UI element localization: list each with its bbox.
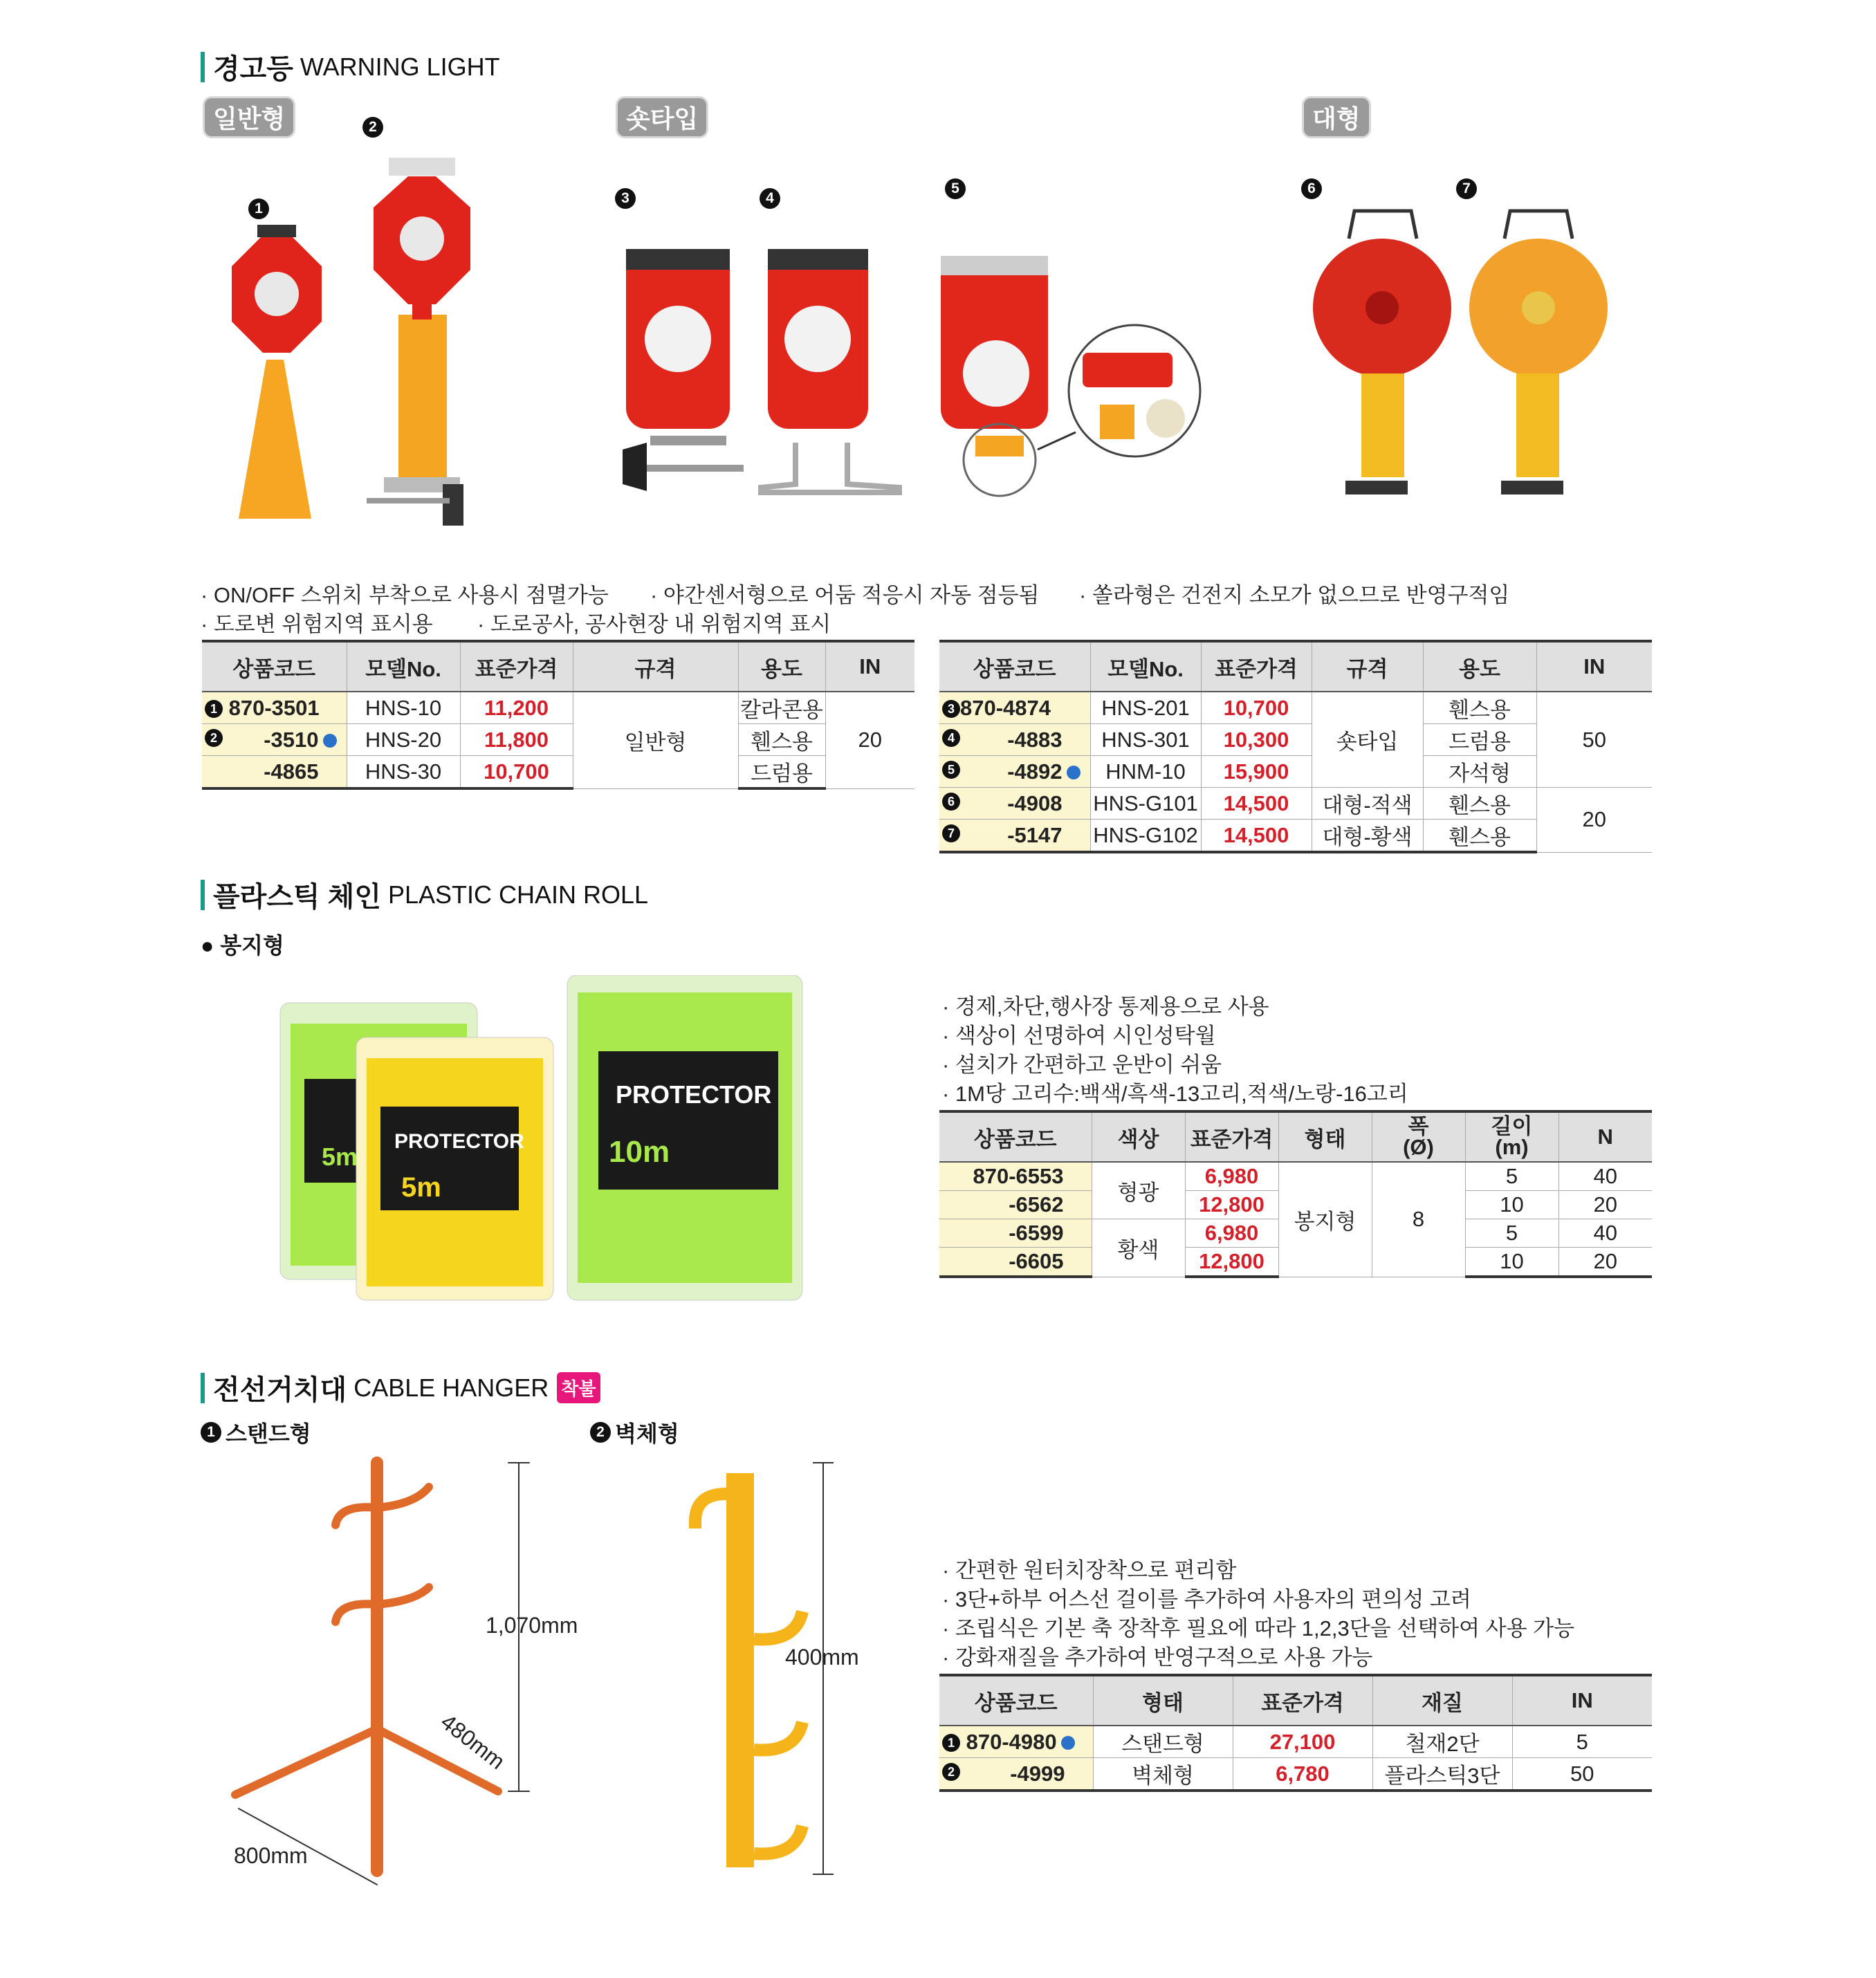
- table-row: [939, 788, 1652, 820]
- product-code: -4999: [1010, 1761, 1065, 1786]
- product-code: -6562: [939, 1191, 1092, 1219]
- price-cell: 6,980: [1185, 1219, 1278, 1248]
- chain-note-1: · 경제,차단,행사장 통제용으로 사용: [942, 995, 1269, 1019]
- color-cell: 황색: [1092, 1219, 1185, 1277]
- product-code: -4892: [1007, 759, 1063, 784]
- header-in: IN: [825, 641, 914, 692]
- n-cell: 40: [1558, 1219, 1652, 1248]
- code-cell: [939, 1726, 1093, 1758]
- header-use: 용도: [1423, 641, 1536, 692]
- header-n: N: [1558, 1111, 1652, 1162]
- color-cell: 형광: [1092, 1162, 1185, 1219]
- product-code: -6605: [939, 1248, 1092, 1277]
- header-width-label: 폭: [1408, 1114, 1429, 1138]
- model-cell: HNS-30: [347, 756, 460, 789]
- dim-height: 1,070mm: [486, 1613, 578, 1638]
- header-length-label: 길이: [1491, 1114, 1533, 1138]
- dim-wall: 400mm: [785, 1645, 859, 1670]
- price-cell: 10,300: [1201, 724, 1312, 756]
- spec-cell: 대형-적색: [1312, 788, 1423, 820]
- n-cell: 40: [1558, 1162, 1652, 1191]
- sub-number: 1: [201, 1422, 221, 1443]
- stand-hanger-image: [235, 1463, 529, 1885]
- product-code: 870-3501: [228, 695, 320, 720]
- header-code: 상품코드: [202, 641, 347, 692]
- price-cell: 6,980: [1185, 1162, 1278, 1191]
- header-code: 상품코드: [939, 1675, 1093, 1726]
- length-cell: 10: [1465, 1191, 1558, 1219]
- code-cell: [939, 724, 1090, 756]
- in-cell: 50: [1512, 1758, 1652, 1791]
- item-number-3: 3: [615, 188, 636, 209]
- header-price: 표준가격: [1233, 1675, 1372, 1726]
- title-korean: 경고등: [213, 54, 293, 84]
- in-cell: 20: [825, 692, 914, 788]
- price-cell: 14,500: [1201, 820, 1312, 853]
- product-code: -4865: [202, 756, 347, 789]
- table-row: [939, 1162, 1652, 1191]
- use-cell: 휀스용: [1423, 692, 1536, 724]
- n-cell: 20: [1558, 1248, 1652, 1277]
- header-code: 상품코드: [939, 641, 1090, 692]
- product-code: -3510: [264, 727, 319, 752]
- in-cell: 20: [1536, 788, 1652, 853]
- item-number-5: 5: [945, 178, 966, 199]
- product-code: -4908: [1007, 791, 1063, 815]
- header-use: 용도: [738, 641, 825, 692]
- material-cell: 철재2단: [1372, 1726, 1512, 1758]
- model-cell: HNS-10: [347, 692, 460, 724]
- header-model: 모델No.: [347, 641, 460, 692]
- chain-bag-length-label: 10m: [609, 1135, 670, 1169]
- header-length: [1465, 1111, 1558, 1162]
- chain-note-3: · 설치가 간편하고 운반이 쉬움: [942, 1053, 1222, 1077]
- price-cell: 12,800: [1185, 1248, 1278, 1277]
- header-price: 표준가격: [1201, 641, 1312, 692]
- warning-note-3: · 쏠라형은 건전지 소모가 없으므로 반영구적임: [1079, 583, 1510, 607]
- header-material: 재질: [1372, 1675, 1512, 1726]
- table-row: [939, 1758, 1652, 1791]
- header-spec: 규격: [1312, 641, 1423, 692]
- spec-cell: 일반형: [573, 692, 738, 788]
- table-row: [939, 692, 1652, 724]
- title-english: CABLE HANGER: [353, 1373, 549, 1402]
- header-in: IN: [1536, 641, 1652, 692]
- use-cell: 드럼용: [1423, 724, 1536, 756]
- length-cell: 10: [1465, 1248, 1558, 1277]
- product-code: 870-4874: [960, 695, 1051, 720]
- title-english: PLASTIC CHAIN ROLL: [387, 880, 649, 909]
- product-code: 870-6553: [939, 1162, 1092, 1191]
- title-korean: 플라스틱 체인: [213, 882, 381, 912]
- product-code: 870-4980: [966, 1729, 1057, 1754]
- price-cell: 11,800: [460, 724, 573, 756]
- row-number: 5: [942, 761, 960, 779]
- use-cell: 자석형: [1423, 756, 1536, 788]
- price-cell: 11,200: [460, 692, 573, 724]
- code-cell: [939, 756, 1090, 788]
- cable-table: [939, 1674, 1652, 1792]
- use-cell: 휀스용: [1423, 820, 1536, 853]
- use-cell: 휀스용: [1423, 788, 1536, 820]
- product-code: -5147: [1007, 822, 1063, 847]
- item-number-4: 4: [760, 188, 780, 209]
- spec-cell: 대형-황색: [1312, 820, 1423, 853]
- width-cell: 8: [1372, 1162, 1465, 1277]
- use-cell: 휀스용: [738, 724, 825, 756]
- header-form: 형태: [1093, 1675, 1233, 1726]
- model-cell: HNS-G101: [1090, 788, 1201, 820]
- code-cell: [939, 692, 1090, 724]
- badge-large: 대형: [1304, 98, 1369, 136]
- form-cell: 봉지형: [1278, 1162, 1372, 1277]
- price-cell: 15,900: [1201, 756, 1312, 788]
- sub-label: 스탠드형: [226, 1421, 311, 1446]
- row-number: 1: [205, 700, 223, 718]
- row-number: 2: [205, 729, 223, 747]
- chain-note-4: · 1M당 고리수:백색/흑색-13고리,적색/노랑-16고리: [942, 1082, 1408, 1106]
- header-spec: 규격: [573, 641, 738, 692]
- dim-base: 800mm: [234, 1843, 308, 1868]
- model-cell: HNS-301: [1090, 724, 1201, 756]
- item-number-7: 7: [1456, 178, 1477, 199]
- product-code: -4883: [1007, 727, 1063, 752]
- form-cell: 벽체형: [1093, 1758, 1233, 1791]
- warning-light-6-image: [1313, 211, 1451, 494]
- header-model: 모델No.: [1090, 641, 1201, 692]
- badge-short: 숏타입: [618, 98, 706, 136]
- row-number: 4: [942, 729, 960, 747]
- new-dot-icon: [1061, 1736, 1075, 1750]
- model-cell: HNS-G102: [1090, 820, 1201, 853]
- header-width: [1372, 1111, 1465, 1162]
- use-cell: 드럼용: [738, 756, 825, 789]
- header-length-unit: (m): [1495, 1135, 1529, 1159]
- cable-note-1: · 간편한 원터치장착으로 편리함: [942, 1558, 1237, 1582]
- model-cell: HNS-201: [1090, 692, 1201, 724]
- product-code: -6599: [939, 1219, 1092, 1248]
- n-cell: 20: [1558, 1191, 1652, 1219]
- chain-subtitle: ● 봉지형: [201, 933, 284, 958]
- code-cell: [939, 788, 1090, 820]
- form-cell: 스탠드형: [1093, 1726, 1233, 1758]
- warning-light-7-image: [1469, 211, 1608, 494]
- header-form: 형태: [1278, 1111, 1372, 1162]
- item-number-1: 1: [248, 198, 269, 219]
- chain-bag-length-label: 5m: [401, 1172, 441, 1203]
- model-cell: HNM-10: [1090, 756, 1201, 788]
- row-number: 1: [942, 1734, 960, 1752]
- model-cell: HNS-20: [347, 724, 460, 756]
- price-cell: 27,100: [1233, 1726, 1372, 1758]
- chain-bag-length-label: 5m: [322, 1143, 358, 1171]
- cod-tag: 착불: [557, 1372, 600, 1403]
- header-in: IN: [1512, 1675, 1652, 1726]
- chain-table: [939, 1110, 1652, 1278]
- warning-note-5: · 도로공사, 공사현장 내 위험지역 표시: [477, 612, 831, 636]
- row-number: 7: [942, 824, 960, 842]
- row-number: 2: [942, 1763, 960, 1781]
- length-cell: 5: [1465, 1162, 1558, 1191]
- header-color: 색상: [1092, 1111, 1185, 1162]
- title-english: WARNING LIGHT: [300, 52, 500, 81]
- badge-general: 일반형: [205, 98, 293, 136]
- spec-cell: 숏타입: [1312, 692, 1423, 788]
- row-number: 3: [942, 700, 960, 718]
- header-price: 표준가격: [1185, 1111, 1278, 1162]
- price-cell: 14,500: [1201, 788, 1312, 820]
- item-number-6: 6: [1301, 178, 1322, 199]
- warning-light-5-image: [941, 256, 1200, 496]
- new-dot-icon: [1067, 766, 1080, 779]
- material-cell: 플라스틱3단: [1372, 1758, 1512, 1791]
- code-cell: [939, 1758, 1093, 1791]
- chain-note-2: · 색상이 선명하여 시인성탁월: [942, 1024, 1216, 1048]
- in-cell: 50: [1536, 692, 1652, 788]
- header-code: 상품코드: [939, 1111, 1092, 1162]
- chain-brand-label: PROTECTOR: [394, 1130, 524, 1153]
- header-width-unit: (Ø): [1403, 1135, 1434, 1159]
- length-cell: 5: [1465, 1219, 1558, 1248]
- warning-note-2: · 야간센서형으로 어둠 적응시 자동 점등됨: [650, 583, 1040, 607]
- cable-note-4: · 강화재질을 추가하여 반영구적으로 사용 가능: [942, 1645, 1373, 1670]
- price-cell: 10,700: [1201, 692, 1312, 724]
- use-cell: 칼라콘용: [738, 692, 825, 724]
- table-row: [939, 1726, 1652, 1758]
- chain-brand-label: PROTECTOR: [616, 1080, 772, 1109]
- code-cell: [939, 820, 1090, 853]
- price-cell: 10,700: [460, 756, 573, 789]
- cable-note-2: · 3단+하부 어스선 걸이를 추가하여 사용자의 편의성 고려: [942, 1587, 1471, 1611]
- header-price: 표준가격: [460, 641, 573, 692]
- warning-note-1: · ON/OFF 스위치 부착으로 사용시 점멸가능: [201, 583, 609, 607]
- in-cell: 5: [1512, 1726, 1652, 1758]
- sub-number: 2: [590, 1422, 611, 1443]
- price-cell: 6,780: [1233, 1758, 1372, 1791]
- row-number: 6: [942, 793, 960, 811]
- warning-note-4: · 도로변 위험지역 표시용: [201, 612, 433, 636]
- item-number-2: 2: [362, 117, 383, 138]
- price-cell: 12,800: [1185, 1191, 1278, 1219]
- warning-table-short-large: [939, 640, 1652, 853]
- cable-hanger-illustrations: [0, 0, 899, 1978]
- dim-leg: 480mm: [436, 1709, 510, 1775]
- cable-note-3: · 조립식은 기본 축 장착후 필요에 따라 1,2,3단을 선택하여 사용 가능: [942, 1616, 1575, 1640]
- sub-label: 벽체형: [615, 1421, 679, 1446]
- title-korean: 전선거치대: [213, 1375, 347, 1405]
